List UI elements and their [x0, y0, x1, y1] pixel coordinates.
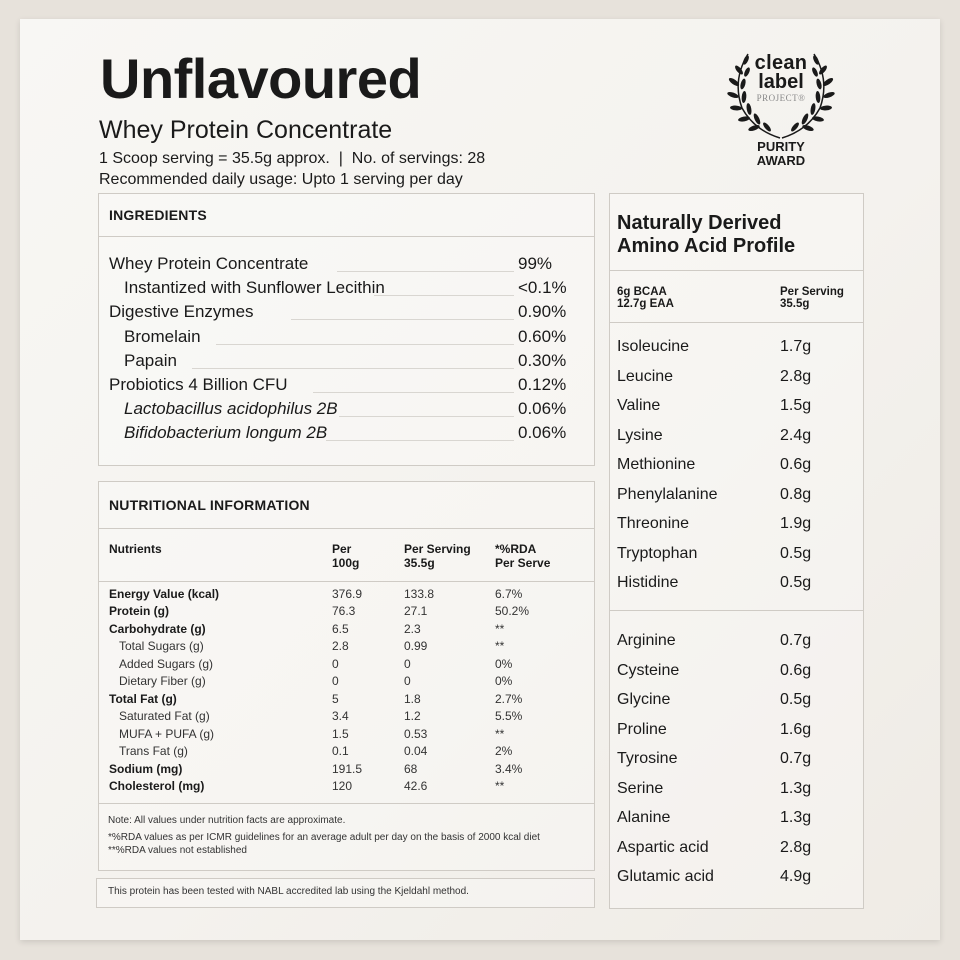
nutrition-row	[109, 621, 579, 638]
per-100g-value: 2.8	[332, 639, 349, 654]
amino-acid-row	[617, 542, 852, 566]
amino-acid-panel	[609, 193, 864, 909]
rda-value: 0%	[495, 656, 513, 671]
product-subtitle: Whey Protein Concentrate	[99, 116, 393, 144]
rda-value: **	[495, 639, 505, 654]
ingredient-percentage: 0.12%	[518, 375, 567, 394]
col-header-per-100g: Per 100g	[332, 542, 360, 570]
amino-acid-name: Alanine	[617, 809, 671, 826]
nutrition-row	[109, 761, 579, 778]
amino-acid-name: Phenylalanine	[617, 485, 718, 503]
ingredient-name: Papain	[124, 350, 177, 370]
per-serving-header: Per Serving 35.5g	[780, 286, 844, 310]
amino-acid-amount: 2.8g	[780, 367, 812, 385]
amino-acid-row	[617, 424, 852, 448]
ingredient-row	[109, 325, 574, 349]
ingredient-percentage: 0.06%	[518, 423, 567, 443]
per-100g-value: 0	[332, 674, 339, 689]
ingredient-row	[109, 252, 574, 276]
amino-acid-row	[617, 394, 852, 418]
divider	[99, 581, 594, 582]
ingredient-percentage: 0.90%	[518, 302, 567, 322]
leader-line	[339, 416, 514, 417]
ingredient-percentage: <0.1%	[518, 278, 567, 298]
amino-acid-amount: 1.3g	[780, 779, 812, 797]
col-header-rda: *%RDA Per Serve	[495, 542, 551, 570]
amino-acid-amount: 0.8g	[780, 485, 812, 503]
amino-acid-row	[617, 483, 852, 507]
per-100g-value: 0	[332, 656, 339, 671]
amino-acid-name: Glycine	[617, 691, 671, 708]
bcaa-eaa-summary: 6g BCAA 12.7g EAA	[617, 286, 674, 310]
nutrition-panel	[98, 481, 595, 871]
amino-acid-name: Methionine	[617, 456, 696, 473]
nutrient-name: Added Sugars (g)	[119, 656, 214, 671]
ingredient-row	[109, 300, 574, 324]
divider	[610, 270, 863, 271]
per-100g-value: 76.3	[332, 604, 356, 619]
nutrition-row	[109, 603, 579, 620]
nutrition-row	[109, 638, 579, 655]
nutrition-row	[109, 691, 579, 708]
nutrition-row	[109, 586, 579, 603]
amino-acid-amount: 1.6g	[780, 720, 812, 738]
amino-acid-name: Proline	[617, 720, 667, 738]
ingredient-name: Digestive Enzymes	[109, 302, 254, 322]
amino-acid-amount: 4.9g	[780, 868, 812, 885]
amino-acid-amount: 0.6g	[780, 456, 812, 473]
nabl-test-note	[96, 878, 595, 908]
amino-acid-amount: 1.9g	[780, 515, 812, 532]
amino-acid-name: Arginine	[617, 632, 676, 649]
badge-line-clean: clean	[754, 52, 808, 74]
amino-acid-row	[617, 659, 852, 683]
rda-value: 2%	[495, 744, 513, 759]
clean-label-badge	[722, 50, 840, 172]
amino-acid-name: Glutamic acid	[617, 868, 714, 885]
per-100g-value: 376.9	[332, 587, 363, 601]
nutrition-row	[109, 726, 579, 743]
per-serving-value: 1.2	[404, 709, 421, 724]
ingredient-row	[109, 373, 574, 397]
nutrient-name: Carbohydrate (g)	[109, 621, 206, 636]
per-100g-value: 5	[332, 691, 339, 706]
amino-heading: Naturally Derived Amino Acid Profile	[617, 212, 796, 257]
divider	[610, 610, 863, 611]
rda-value: **	[495, 726, 505, 741]
amino-acid-row	[617, 718, 852, 742]
nutrient-name: Saturated Fat (g)	[119, 709, 210, 724]
amino-acid-name: Lysine	[617, 426, 663, 444]
per-serving-value: 0.53	[404, 726, 428, 741]
nutrient-name: Dietary Fiber (g)	[119, 674, 206, 689]
nutrient-name: Cholesterol (mg)	[109, 778, 205, 793]
leader-line	[374, 295, 514, 296]
nutrition-row	[109, 743, 579, 760]
rda-value: 6.7%	[495, 587, 523, 601]
per-100g-value: 191.5	[332, 761, 363, 776]
ingredient-row	[109, 397, 574, 421]
amino-acid-row	[617, 747, 852, 771]
amino-acid-amount: 0.7g	[780, 632, 812, 649]
per-serving-value: 68	[404, 761, 418, 776]
amino-acid-name: Serine	[617, 779, 664, 797]
ingredient-percentage: 0.30%	[518, 350, 567, 370]
per-serving-value: 0.99	[404, 639, 428, 654]
amino-acid-name: Leucine	[617, 367, 674, 385]
amino-acid-row	[617, 629, 852, 653]
amino-acid-row	[617, 836, 852, 860]
amino-acid-amount: 0.6g	[780, 661, 812, 679]
badge-line-project: PROJECT®	[756, 93, 806, 103]
per-serving-value: 1.8	[404, 691, 421, 706]
nutrition-row	[109, 656, 579, 673]
nutrition-row	[109, 778, 579, 795]
amino-acid-name: Valine	[617, 397, 661, 414]
amino-acid-name: Aspartic acid	[617, 838, 709, 856]
nutrient-name: Total Fat (g)	[109, 691, 177, 706]
divider	[610, 322, 863, 323]
rda-value: **	[495, 778, 505, 793]
leader-line	[291, 319, 514, 320]
amino-acid-amount: 0.5g	[780, 574, 812, 591]
note-rda-not-established: **%RDA values not established	[108, 845, 247, 856]
amino-acid-row	[617, 777, 852, 801]
amino-acid-name: Histidine	[617, 574, 679, 591]
rda-value: 3.4%	[495, 761, 523, 776]
nutrient-name: Sodium (mg)	[109, 761, 183, 776]
col-header-nutrients: Nutrients	[109, 542, 162, 556]
rda-value: **	[495, 621, 505, 636]
per-serving-value: 27.1	[404, 604, 428, 619]
amino-acid-amount: 1.3g	[780, 809, 812, 826]
rda-value: 50.2%	[495, 604, 530, 619]
per-100g-value: 120	[332, 778, 353, 793]
serving-info: 1 Scoop serving = 35.5g approx. | No. of servings: 28	[99, 150, 486, 167]
ingredient-name: Instantized with Sunflower Lecithin	[124, 278, 385, 298]
leader-line	[326, 440, 514, 441]
badge-award-line1: PURITY	[757, 139, 805, 154]
ingredient-name: Whey Protein Concentrate	[109, 254, 309, 273]
divider	[99, 236, 594, 237]
ingredient-percentage: 0.60%	[518, 326, 567, 346]
ingredient-name: Lactobacillus acidophilus 2B	[124, 399, 338, 419]
amino-acid-amount: 2.8g	[780, 838, 812, 856]
leader-line	[313, 392, 514, 393]
col-header-per-serving: Per Serving 35.5g	[404, 542, 471, 570]
leader-line	[192, 368, 514, 369]
badge-award-line2: AWARD	[756, 153, 806, 168]
per-100g-value: 6.5	[332, 621, 349, 636]
amino-acid-amount: 0.5g	[780, 544, 812, 562]
badge-line-label: label	[758, 71, 804, 93]
amino-acid-row	[617, 453, 852, 477]
nutrition-heading: NUTRITIONAL INFORMATION	[109, 497, 310, 513]
amino-acid-name: Isoleucine	[617, 338, 690, 355]
ingredient-name: Bifidobacterium longum 2B	[124, 423, 328, 443]
nutrient-name: Total Sugars (g)	[119, 639, 204, 654]
amino-acid-row	[617, 365, 852, 389]
nutrient-name: Protein (g)	[109, 604, 169, 619]
per-serving-value: 0	[404, 656, 411, 671]
rda-value: 2.7%	[495, 691, 523, 706]
per-100g-value: 3.4	[332, 709, 349, 724]
nutrition-row	[109, 673, 579, 690]
amino-acid-row	[617, 688, 852, 712]
leader-line	[337, 271, 514, 272]
usage-info: Recommended daily usage: Upto 1 serving per day	[99, 171, 463, 188]
amino-acid-amount: 0.5g	[780, 691, 812, 708]
per-serving-value: 42.6	[404, 778, 428, 793]
ingredients-panel	[98, 193, 595, 466]
nutrition-row	[109, 708, 579, 725]
leader-line	[216, 344, 514, 345]
amino-acid-name: Tyrosine	[617, 750, 678, 767]
amino-acid-row	[617, 571, 852, 595]
nutrient-name: Energy Value (kcal)	[109, 587, 220, 601]
amino-acid-row	[617, 806, 852, 830]
amino-acid-row	[617, 512, 852, 536]
amino-acid-amount: 1.5g	[780, 397, 812, 414]
rda-value: 5.5%	[495, 709, 523, 724]
ingredient-percentage: 99%	[518, 254, 553, 273]
ingredient-name: Bromelain	[124, 326, 201, 346]
amino-acid-row	[617, 335, 852, 359]
per-100g-value: 1.5	[332, 726, 349, 741]
nutrient-name: MUFA + PUFA (g)	[119, 726, 215, 741]
page-title: Unflavoured	[100, 47, 422, 110]
amino-acid-amount: 1.7g	[780, 338, 812, 355]
per-serving-value: 133.8	[404, 587, 435, 601]
per-serving-value: 2.3	[404, 621, 421, 636]
divider	[99, 528, 594, 529]
ingredient-name: Probiotics 4 Billion CFU	[109, 375, 288, 394]
ingredient-row	[109, 276, 574, 300]
ingredients-heading: INGREDIENTS	[109, 207, 207, 223]
amino-acid-row	[617, 865, 852, 889]
amino-acid-amount: 2.4g	[780, 426, 812, 444]
amino-acid-name: Threonine	[617, 515, 690, 532]
ingredient-percentage: 0.06%	[518, 399, 567, 419]
ingredient-row	[109, 349, 574, 373]
nutrient-name: Trans Fat (g)	[119, 744, 188, 759]
amino-acid-name: Cysteine	[617, 661, 680, 679]
amino-acid-name: Tryptophan	[617, 544, 698, 562]
rda-value: 0%	[495, 674, 513, 689]
per-serving-value: 0	[404, 674, 411, 689]
note-rda-icmr: *%RDA values as per ICMR guidelines for an average adult per day on the basis of 2000 kcal diet	[108, 832, 540, 843]
divider	[99, 803, 594, 804]
amino-acid-amount: 0.7g	[780, 750, 812, 767]
ingredient-row	[109, 421, 574, 445]
per-100g-value: 0.1	[332, 744, 349, 759]
per-serving-value: 0.04	[404, 744, 428, 759]
note-approximate: Note: All values under nutrition facts are approximate.	[108, 815, 346, 826]
nabl-note-text: This protein has been tested with NABL accredited lab using the Kjeldahl method.	[108, 886, 469, 897]
